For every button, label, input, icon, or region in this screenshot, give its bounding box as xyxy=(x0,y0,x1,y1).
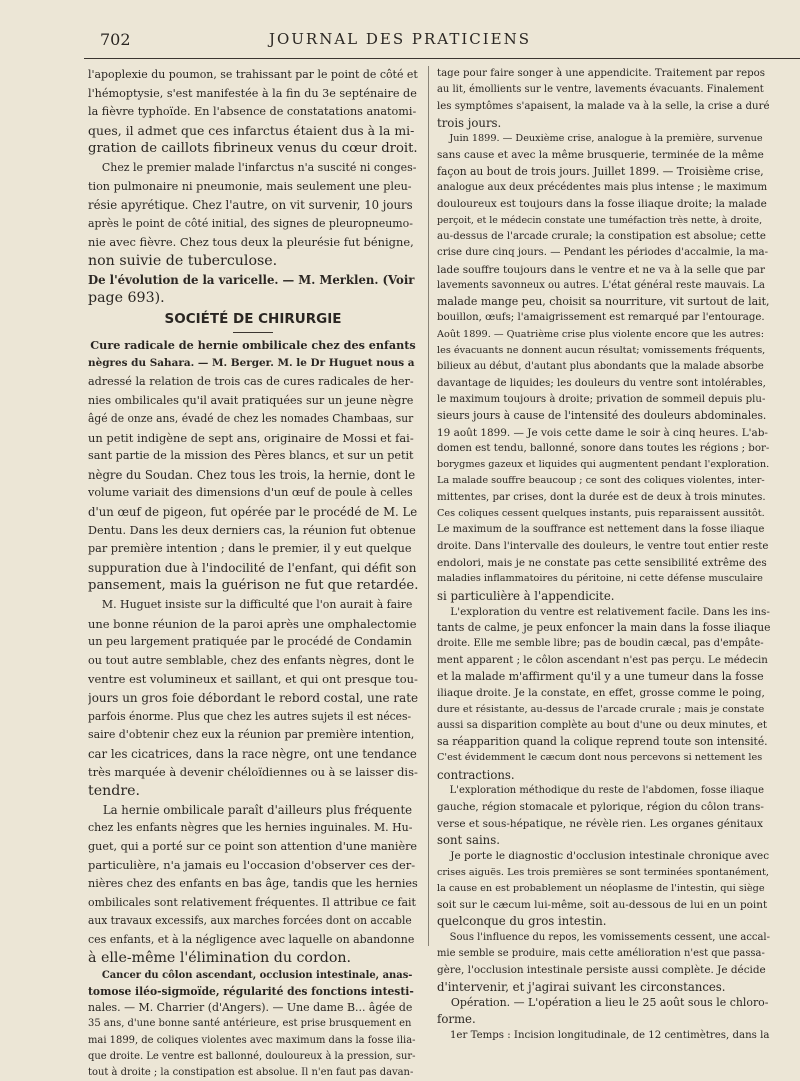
text-line: contractions. xyxy=(437,767,515,782)
text-line: iliaque droite. Je la constate, en effet, grosse comme le poing, xyxy=(437,687,765,700)
text-line: L'exploration du ventre est relativement facile. Dans les ins- xyxy=(437,605,770,618)
text-line: parfois énorme. Plus que chez les autres sujets il est néces- xyxy=(88,709,412,723)
text-line: Opération. — L'opération a lieu le 25 août sous le chloro- xyxy=(437,995,769,1009)
text-line: crise dure cinq jours. — Pendant les périodes d'accalmie, la ma- xyxy=(437,247,769,259)
text-line: Je porte le diagnostic d'occlusion intestinale chronique avec xyxy=(437,850,770,863)
text-line: après le point de côté initial, des signes de pleuropneumo- xyxy=(88,216,413,230)
text-line: sans cause et avec la même brusquerie, terminée de la même xyxy=(437,149,764,162)
text-line: quelconque du gros intestin. xyxy=(437,914,607,929)
text-line: si particulière à l'appendicite. xyxy=(437,588,615,603)
text-line: perçoit, et le médecin constate une tuméfaction très nette, à droite, xyxy=(437,214,763,226)
text-line: au lit, émollients sur le ventre, lavements évacuants. Finalement xyxy=(437,84,764,96)
text-line: aussi sa disparition complète au bout d'une ou deux minutes, et xyxy=(437,719,767,731)
text-line: malade mange peu, choisit sa nourriture, vit surtout de lait, xyxy=(437,295,770,309)
text-line: tendre. xyxy=(88,782,141,799)
text-line: Ces coliques cessent quelques instants, puis reparaissent aussitôt. xyxy=(437,508,765,520)
text-line: ment apparent ; le côlon ascendant n'est pas perçu. Le médecin xyxy=(437,654,768,666)
text-line: Dentu. Dans les deux derniers cas, la réunion fut obtenue xyxy=(88,523,416,537)
text-line: tomose iléo-sigmoïde, régularité des fonctions intesti- xyxy=(88,985,414,999)
text-line: crises aiguës. Les trois premières se sont terminées spontanément, xyxy=(437,866,769,878)
running-header xyxy=(0,28,800,52)
text-line: la cause en est probablement un néoplasme de l'intestin, qui siège xyxy=(437,882,765,894)
text-line: au-dessus de l'arcade crurale; la constipation est absolue; cette xyxy=(437,230,766,242)
column-divider xyxy=(428,66,429,946)
header-rule xyxy=(84,58,800,59)
text-line: guet, qui a porté sur ce point son attention d'une manière xyxy=(88,839,418,853)
text-line: particulière, n'a jamais eu l'occasion d'observer ces der- xyxy=(88,858,416,873)
text-line: adressé la relation de trois cas de cures radicales de her- xyxy=(88,374,414,388)
text-line: dure et résistante, au-dessus de l'arcade crurale ; mais je constate xyxy=(437,703,765,715)
text-line: l'apoplexie du poumon, se trahissant par le point de côté et xyxy=(88,68,418,81)
text-line: pansement, mais la guérison ne fut que retardée. xyxy=(88,578,418,594)
text-line: mittentes, par crises, dont la durée est de deux à trois minutes. xyxy=(437,491,766,503)
text-line: que droite. Le ventre est ballonné, douloureux à la pression, sur- xyxy=(88,1050,416,1062)
text-line: mai 1899, de coliques violentes avec maximum dans la fosse ilia- xyxy=(88,1034,416,1046)
text-line: tants de calme, je peux enfoncer la main dans la fosse iliaque xyxy=(437,621,770,635)
text-line: 1er Temps : Incision longitudinale, de 12 centimètres, dans la xyxy=(437,1029,770,1041)
text-line: 35 ans, d'une bonne santé antérieure, est prise brusquement en xyxy=(88,1018,412,1030)
text-line: jours un gros foie débordant le rebord costal, une rate xyxy=(88,691,418,705)
text-line: La malade souffre beaucoup ; ce sont des coliques violentes, inter- xyxy=(437,475,765,487)
text-line: l'hémoptysie, s'est manifestée à la fin du 3e septénaire de xyxy=(88,86,417,100)
text-line: ventre est volumineux et saillant, et qui ont presque tou- xyxy=(88,672,418,687)
text-line: trois jours. xyxy=(437,115,502,130)
text-line: forme. xyxy=(437,1012,476,1027)
text-line: droite. Elle me semble libre; pas de boudin cæcal, pas d'empâte- xyxy=(437,638,764,650)
text-line: domen est tendu, ballonné, sonore dans toutes les régions ; bor- xyxy=(437,442,770,454)
text-line: d'un œuf de pigeon, fut opérée par le procédé de M. Le xyxy=(88,505,418,520)
text-line: les évacuants ne donnent aucun résultat; vomissements fréquents, xyxy=(437,345,766,357)
text-line: ques, il admet que ces infarctus étaient dus à la mi- xyxy=(88,122,415,138)
text-line: volume variait des dimensions d'un œuf de poule à celles xyxy=(88,486,413,500)
text-line: davantage de liquides; les douleurs du ventre sont intolérables, xyxy=(437,377,766,389)
text-line: borygmes gazeux et liquides qui augmentent pendant l'exploration. xyxy=(437,459,770,471)
text-line: tout à droite ; la constipation est absolue. Il n'en faut pas davan- xyxy=(88,1067,414,1079)
text-line: lavements savonneux ou autres. L'état général reste mauvais. La xyxy=(437,279,765,291)
text-line: Chez le premier malade l'infarctus n'a suscité ni conges- xyxy=(88,160,417,174)
text-line: sant partie de la mission des Pères blancs, et sur un petit xyxy=(88,449,414,463)
text-line: à elle-même l'élimination du cordon. xyxy=(88,950,352,967)
text-line: saire d'obtenir chez eux la réunion par première intention, xyxy=(88,728,415,742)
text-line: chez les enfants nègres que les hernies inguinales. M. Hu- xyxy=(88,821,413,835)
text-line: le maximum toujours à droite; privation de sommeil depuis plu- xyxy=(437,393,766,405)
text-line: et la malade m'affirment qu'il y a une tumeur dans la fosse xyxy=(437,669,764,683)
text-line: sont sains. xyxy=(437,832,500,847)
text-line: Août 1899. — Quatrième crise plus violente encore que les autres: xyxy=(437,328,764,340)
text-line: nie avec fièvre. Chez tous deux la pleurésie fut bénigne, xyxy=(88,235,414,250)
text-line: maladies inflammatoires du péritoine, ni cette défense musculaire xyxy=(437,573,763,585)
left-column xyxy=(88,66,418,1081)
text-line: d'intervenir, et j'agirai suivant les circonstances. xyxy=(437,979,726,994)
text-line: suppuration due à l'indocilité de l'enfant, qui défit son xyxy=(88,560,417,575)
section-heading: SOCIÉTÉ DE CHIRURGIE xyxy=(164,310,342,327)
text-line: ou tout autre semblable, chez des enfants nègres, dont le xyxy=(88,653,415,667)
text-line: ombilicales sont relativement fréquentes. Il attribue ce fait xyxy=(88,895,416,909)
text-line: Cancer du côlon ascendant, occlusion intestinale, anas- xyxy=(88,969,413,981)
text-line: nègres du Sahara. — M. Berger. M. le Dr Huguet nous a xyxy=(88,357,415,370)
right-column xyxy=(437,66,770,1044)
text-line: sieurs jours à cause de l'intensité des douleurs abdominales. xyxy=(437,409,767,423)
text-line: verse et sous-hépatique, ne révèle rien. Les organes génitaux xyxy=(437,817,764,830)
text-line: non suivie de tuberculose. xyxy=(88,252,278,269)
text-line: douloureux est toujours dans la fosse iliaque droite; la malade xyxy=(437,198,767,211)
text-line: 19 août 1899. — Je vois cette dame le soir à cinq heures. L'ab- xyxy=(437,426,768,439)
text-line: tage pour faire songer à une appendicite. Traitement par repos xyxy=(437,68,766,79)
text-line: gauche, région stomacale et pylorique, région du côlon trans- xyxy=(437,801,764,814)
text-line: par première intention ; dans le premier, il y eut quelque xyxy=(88,542,412,556)
text-line: nières chez des enfants en bas âge, tandis que les hernies xyxy=(88,876,418,890)
text-line: bilieux au début, d'autant plus abondants que la malade absorbe xyxy=(437,361,764,373)
text-line: sa réapparition quand la colique reprend toute son intensité. xyxy=(437,735,768,749)
text-line: aux travaux excessifs, aux marches forcées dont on accable xyxy=(88,914,412,928)
text-line: très marquée à devenir chéloïdiennes ou à se laisser dis- xyxy=(88,765,418,780)
text-line: lade souffre toujours dans le ventre et ne va à la selle que par xyxy=(437,263,765,276)
text-line: Sous l'influence du repos, les vomissements cessent, une accal- xyxy=(437,931,770,943)
text-line: tion pulmonaire ni pneumonie, mais seulement une pleu- xyxy=(88,179,412,193)
text-line: nales. — M. Charrier (d'Angers). — Une dame B... âgée de xyxy=(88,1001,413,1015)
text-line: mie semble se produire, mais cette amélioration n'est que passa- xyxy=(437,948,765,960)
journal-title: JOURNAL DES PRATICIENS xyxy=(268,30,532,48)
text-line: De l'évolution de la varicelle. — M. Merklen. (Voir xyxy=(88,272,415,287)
text-line: droite. Dans l'intervalle des douleurs, le ventre tout entier reste xyxy=(437,540,769,552)
text-line: gère, l'occlusion intestinale persiste aussi complète. Je décide xyxy=(437,964,766,977)
text-line: nies ombilicales qu'il avait pratiquées sur un jeune nègre xyxy=(88,393,414,407)
text-line: résie apyrétique. Chez l'autre, on vit survenir, 10 jours xyxy=(88,198,413,213)
text-line: nègre du Soudan. Chez tous les trois, la hernie, dont le xyxy=(88,467,416,482)
text-line: analogue aux deux précédentes mais plus intense ; le maximum xyxy=(437,182,768,194)
text-line: la fièvre typhoïde. En l'absence de constatations anatomi- xyxy=(88,105,417,119)
text-line: un petit indigène de sept ans, originaire de Mossi et fai- xyxy=(88,430,414,445)
text-line: Le maximum de la souffrance est nettement dans la fosse iliaque xyxy=(437,524,765,536)
text-line: L'exploration méthodique du reste de l'abdomen, fosse iliaque xyxy=(437,785,765,797)
text-line: soit sur le cæcum lui-même, soit au-dessous de lui en un point xyxy=(437,899,768,912)
text-line: un peu largement pratiquée par le procédé de Condamin xyxy=(88,635,412,649)
page-number: 702 xyxy=(100,30,131,49)
text-line: page 693). xyxy=(88,290,165,307)
text-line: les symptômes s'apaisent, la malade va à la selle, la crise a duré xyxy=(437,100,770,112)
text-line: endolori, mais je ne constate pas cette sensibilité extrême des xyxy=(437,556,767,569)
text-line: Juin 1899. — Deuxième crise, analogue à la première, survenue xyxy=(437,133,763,145)
text-line: gration de caillots fibrineux venus du cœur droit. xyxy=(88,141,418,157)
text-line: âgé de onze ans, évadé de chez les nomades Chambaas, sur xyxy=(88,412,414,426)
text-line: La hernie ombilicale paraît d'ailleurs plus fréquente xyxy=(88,802,413,817)
text-line: façon au bout de trois jours. Juillet 1899. — Troisième crise, xyxy=(437,164,764,178)
text-line: ces enfants, et à la négligence avec laquelle on abandonne xyxy=(88,932,415,946)
heading-rule xyxy=(233,332,273,333)
text-line: car les cicatrices, dans la race nègre, ont une tendance xyxy=(88,746,417,761)
text-line: C'est évidemment le cæcum dont nous percevons si nettement les xyxy=(437,752,763,764)
text-line: bouillon, œufs; l'amaigrissement est remarqué par l'entourage. xyxy=(437,312,765,324)
text-line: M. Huguet insiste sur la difficulté que l'on aurait à faire xyxy=(88,598,413,612)
text-line: Cure radicale de hernie ombilicale chez des enfants xyxy=(90,337,416,352)
text-line: une bonne réunion de la paroi après une omphalectomie xyxy=(88,616,417,631)
